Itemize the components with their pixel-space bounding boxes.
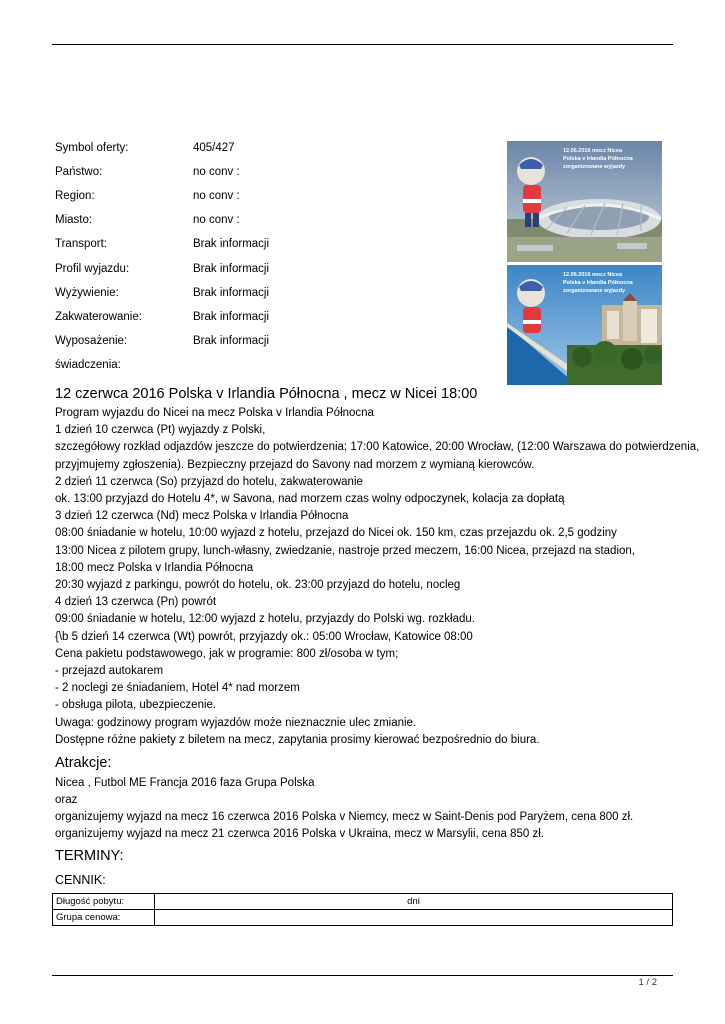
- detail-value: Brak informacji: [193, 238, 270, 250]
- program-line: 18:00 mecz Polska v Irlandia Północna: [55, 561, 254, 574]
- detail-label: Symbol oferty:: [55, 142, 129, 154]
- detail-value: no conv :: [193, 166, 240, 178]
- table-cell-value: [155, 910, 673, 926]
- program-line: 3 dzień 12 czerwca (Nd) mecz Polska v Irlandia Północna: [55, 510, 349, 523]
- program-line: {\b 5 dzień 14 czerwca (Wt) powrót, przyjazdy ok.: 05:00 Wrocław, Katowice 08:00: [55, 630, 473, 643]
- detail-label: Zakwaterowanie:: [55, 311, 142, 323]
- program-line: ok. 13:00 przyjazd do Hotelu 4*, w Savona, nad morzem czas wolny odpoczynek, kolacja za dopłatą: [55, 493, 565, 506]
- top-rule: [52, 44, 673, 45]
- detail-value: Brak informacji: [193, 335, 270, 347]
- table-row: [53, 894, 673, 910]
- attractions-line: Nicea , Futbol ME Francja 2016 faza Grupa Polska: [55, 777, 315, 789]
- table-row: [53, 910, 673, 926]
- program-line: - obsługa pilota, ubezpieczenie.: [55, 699, 217, 712]
- program-line: Uwaga: godzinowy program wyjazdów może nieznacznie ulec zmianie.: [55, 716, 417, 729]
- attractions-line: organizujemy wyjazd na mecz 16 czerwca 2016 Polska v Niemcy, mecz w Saint-Denis pod Paryżem, cena 800 zł.: [55, 811, 634, 823]
- terms-heading: TERMINY:: [55, 848, 124, 864]
- offer-title: 12 czerwca 2016 Polska v Irlandia Północna , mecz w Nicei 18:00: [55, 386, 478, 402]
- detail-label: Profil wyjazdu:: [55, 263, 130, 275]
- program-line: 2 dzień 11 czerwca (So) przyjazd do hotelu, zakwaterowanie: [55, 475, 363, 488]
- program-line: 1 dzień 10 czerwca (Pt) wyjazdy z Polski,: [55, 424, 266, 437]
- detail-label: Miasto:: [55, 214, 93, 226]
- program-line: 13:00 Nicea z pilotem grupy, lunch-własny, zwiedzanie, nastroje przed meczem, 16:00 Nicea, przejazd na stadion,: [55, 544, 635, 557]
- photo-caption: 12.06.2016 mecz Nicea Polska v Irlandia Północna zorganizowane wyjazdy: [563, 272, 633, 294]
- bottom-rule: [52, 975, 673, 976]
- detail-value: 405/427: [193, 142, 235, 154]
- detail-label: Wyżywienie:: [55, 287, 119, 299]
- page-number: 1 / 2: [638, 977, 657, 988]
- program-line: szczegółowy rozkład odjazdów jeszcze do potwierdzenia; 17:00 Katowice, 20:00 Wrocław, (12:00 Warszawa do potwierdzenia,: [55, 441, 700, 454]
- detail-value: no conv :: [193, 190, 240, 202]
- attractions-line: organizujemy wyjazd na mecz 21 czerwca 2016 Polska v Ukraina, mecz w Marsylii, cena 850 zł.: [55, 828, 544, 840]
- detail-label: Transport:: [55, 238, 107, 250]
- table-cell-label: Długość pobytu:: [53, 894, 155, 910]
- program-line: przyjmujemy zgłoszenia). Bezpieczny przejazd do Savony nad morzem z wymianą kierowców.: [55, 458, 535, 471]
- detail-value: Brak informacji: [193, 311, 270, 323]
- price-table: [52, 893, 673, 926]
- program-line: 08:00 śniadanie w hotelu, 10:00 wyjazd z hotelu, przejazd do Nicei ok. 150 km, czas przejazdu ok. 2,5 godziny: [55, 527, 617, 540]
- table-cell-value: dni: [155, 894, 673, 910]
- attractions-heading: Atrakcje:: [55, 755, 112, 771]
- program-line: - przejazd autokarem: [55, 665, 164, 678]
- program-line: Dostępne różne pakiety z biletem na mecz, zapytania prosimy kierować bezpośrednio do biura.: [55, 733, 540, 746]
- nice-coast-photo: [507, 265, 662, 385]
- photo-caption: 12.06.2016 mecz Nicea Polska v Irlandia Północna zorganizowane wyjazdy: [563, 148, 633, 170]
- program-line: 20:30 wyjazd z parkingu, powrót do hotelu, ok. 23:00 przyjazd do hotelu, nocleg: [55, 579, 461, 592]
- detail-label: Wyposażenie:: [55, 335, 128, 347]
- program-line: Cena pakietu podstawowego, jak w programie: 800 zł/osoba w tym;: [55, 647, 399, 660]
- detail-value: Brak informacji: [193, 287, 270, 299]
- detail-label: świadczenia:: [55, 359, 121, 371]
- stadium-photo: [507, 141, 662, 262]
- program-line: - 2 noclegi ze śniadaniem, Hotel 4* nad morzem: [55, 682, 300, 695]
- program-line: 4 dzień 13 czerwca (Pn) powrót: [55, 596, 217, 609]
- program-line: Program wyjazdu do Nicei na mecz Polska v Irlandia Północna: [55, 407, 374, 419]
- detail-label: Państwo:: [55, 166, 103, 178]
- table-cell-label: Grupa cenowa:: [53, 910, 155, 926]
- detail-value: no conv :: [193, 214, 240, 226]
- detail-value: Brak informacji: [193, 263, 270, 275]
- attractions-line: oraz: [55, 794, 78, 806]
- program-line: 09:00 śniadanie w hotelu, 12:00 wyjazd z hotelu, przyjazdy do Polski wg. rozkładu.: [55, 613, 475, 626]
- detail-label: Region:: [55, 190, 95, 202]
- program-description: [55, 405, 700, 749]
- price-list-heading: CENNIK:: [55, 873, 106, 887]
